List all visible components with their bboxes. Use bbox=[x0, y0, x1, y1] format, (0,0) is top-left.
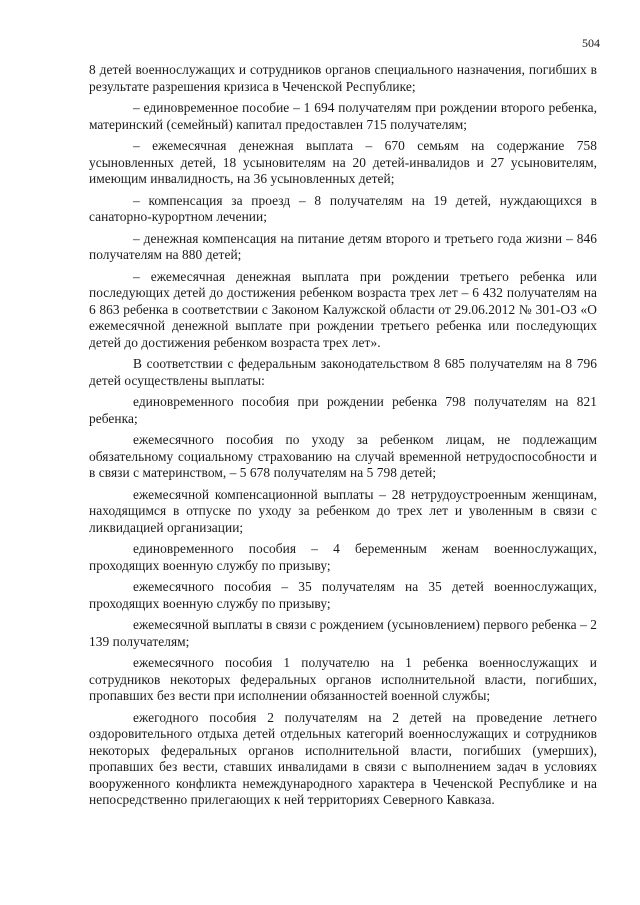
paragraph-first-child-payment: ежемесячной выплаты в связи с рождением (усыновлением) первого ребенка – 2 139 получателям; bbox=[89, 617, 597, 649]
paragraph-deceased-servicemen-benefit: ежемесячного пособия 1 получателю на 1 ребенка военнослужащих и сотрудников некоторых федеральных органов исполнительной власти, погибших, пропавших без вести при исполнении обязанностей военной службы; bbox=[89, 655, 597, 703]
document-body bbox=[89, 62, 597, 814]
paragraph-continuation: 8 детей военнослужащих и сотрудников органов специального назначения, погибших в результате разрешения кризиса в Чеченской Республике; bbox=[89, 62, 597, 94]
page-number: 504 bbox=[582, 36, 600, 50]
paragraph-travel-compensation: – компенсация за проезд – 8 получателям на 19 детей, нуждающихся в санаторно-курортном лечении; bbox=[89, 192, 597, 224]
paragraph-monthly-payment-adopted: – ежемесячная денежная выплата – 670 семьям на содержание 758 усыновленных детей, 18 усыновителям на 20 детей-инвалидов и 27 усыновителям, имеющим инвалидность, на 36 усыновленных детей; bbox=[89, 138, 597, 186]
paragraph-lump-sum-benefit: – единовременное пособие – 1 694 получателям при рождении второго ребенка, материнский (семейный) капитал предоставлен 715 получателям; bbox=[89, 100, 597, 132]
paragraph-food-compensation: – денежная компенсация на питание детям второго и третьего года жизни – 846 получателям на 880 детей; bbox=[89, 230, 597, 262]
paragraph-conscript-children-benefit: ежемесячного пособия – 35 получателям на 35 детей военнослужащих, проходящих военную службу по призыву; bbox=[89, 579, 597, 611]
paragraph-childcare-benefit: ежемесячного пособия по уходу за ребенком лицам, не подлежащим обязательному социальному страхованию на случай временной нетрудоспособности и в связи с материнством, – 5 678 получателям на 5 798 детей; bbox=[89, 432, 597, 480]
paragraph-federal-payments-intro: В соответствии с федеральным законодательством 8 685 получателям на 8 796 детей осуществлены выплаты: bbox=[89, 356, 597, 388]
paragraph-third-child-payment: – ежемесячная денежная выплата при рождении третьего ребенка или последующих детей до достижения ребенком возраста трех лет – 6 432 получателям на 6 863 ребенка в соответствии с Законом Калужской области от 29.06.2012 № 301-ОЗ «О ежемесячной денежной выплате при рождении третьего ребенка или последующих детей до достижения ребенком возраста трех лет». bbox=[89, 268, 597, 350]
paragraph-pregnant-wives-benefit: единовременного пособия – 4 беременным женам военнослужащих, проходящих военную службу по призыву; bbox=[89, 541, 597, 573]
paragraph-birth-benefit: единовременного пособия при рождении ребенка 798 получателям на 821 ребенка; bbox=[89, 394, 597, 426]
paragraph-summer-recreation-benefit: ежегодного пособия 2 получателям на 2 детей на проведение летнего оздоровительного отдыха детей отдельных категорий военнослужащих и сотрудников некоторых федеральных органов исполнительной власти, погибших (умерших), пропавших без вести, ставших инвалидами в связи с выполнением задач в условиях вооруженного конфликта немеждународного характера в Чеченской Республике и на непосредственно прилегающих к ней территориях Северного Кавказа. bbox=[89, 709, 597, 807]
paragraph-compensation-unemployed: ежемесячной компенсационной выплаты – 28 нетрудоустроенным женщинам, находящимся в отпуске по уходу за ребенком до трех лет и уволенным в связи с ликвидацией организации; bbox=[89, 486, 597, 535]
